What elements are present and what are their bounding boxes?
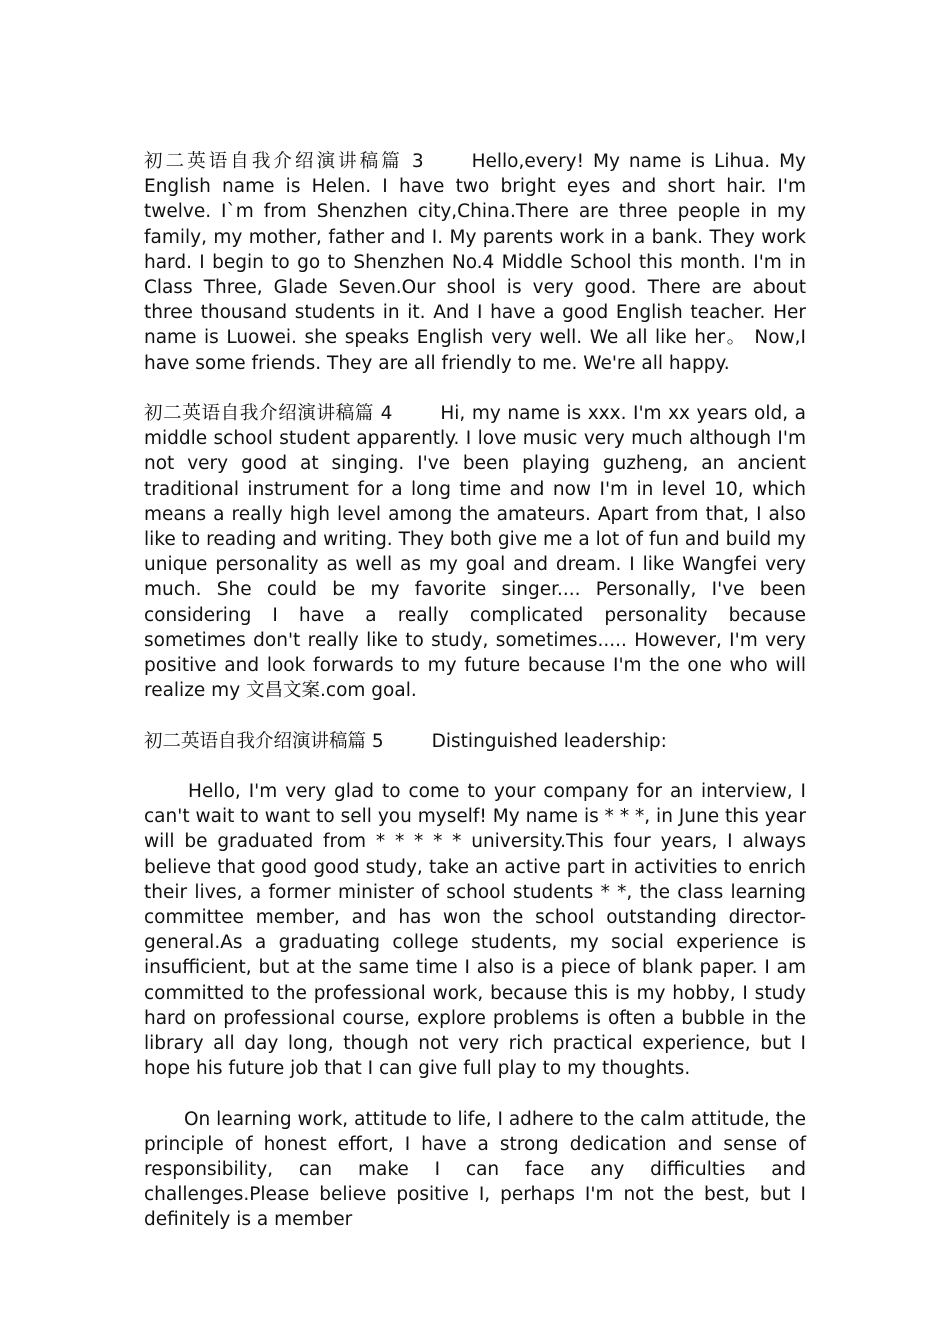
body-paragraph: On learning work, attitude to life, I adhere to the calm attitude, the principle of honest effort, I have a strong dedication and sense of responsibility, can make I can face any difficulties and challenges.Please believe positive I, perhaps I'm not the best, but I definitely is a member — [144, 1108, 806, 1231]
section-heading: 初二英语自我介绍演讲稿篇 5 — [144, 730, 384, 752]
section-5 — [144, 729, 806, 754]
section-3 — [144, 149, 806, 376]
section-body: Hello,every! My name is Lihua. My English name is Helen. I have two bright eyes and short hair. I'm twelve. I`m from Shenzhen city,China.There are three people in my family, my mother, father and I. My parents work in a bank. They work hard. I begin to go to Shenzhen No.4 Middle School this month. I'm in Class Three, Glade Seven.Our shool is very good. There are about three thousand students in it. And I have a good English teacher. Her name is Luowei. she speaks English very well. We all like her。 Now,I have some friends. They are all friendly to me. We're all happy. — [144, 151, 806, 374]
section-heading: 初二英语自我介绍演讲稿篇 3 — [144, 151, 424, 172]
section-heading: 初二英语自我介绍演讲稿篇 4 — [144, 403, 393, 425]
section-4 — [144, 401, 806, 703]
section-body: Hi, my name is xxx. I'm xx years old, a middle school student apparently. I love music very much although I'm not very good at singing. I've been playing guzheng, an ancient traditional instrument for a long time and now I'm in level 10, which means a really high level among the amateurs. Apart from that, I also like to reading and writing. They both give me a lot of fun and build my unique personality as well as my goal and dream. I like Wangfei very much. She could be my favorite singer.... Personally, I've been considering I have a really complicated personality because sometimes don't really like to study, sometimes..... However, I'm very positive and look forwards to my future because I'm the one who will realize my 文昌文案.com goal. — [144, 403, 806, 702]
body-paragraph: Hello, I'm very glad to come to your company for an interview, I can't wait to want to sell you myself! My name is * * *, in June this year will be graduated from * * * * * university.This four years, I always believe that good good study, take an active part in activities to enrich their lives, a former minister of school students * *, the class learning committee member, and has won the school outstanding director-general.As a graduating college students, my social experience is insufficient, but at the same time I also is a piece of blank paper. I am committed to the professional work, because this is my hobby, I study hard on professional course, explore problems is often a bubble in the library all day long, though not very rich practical experience, but I hope his future job that I can give full play to my thoughts. — [144, 781, 806, 1080]
document-page — [144, 149, 806, 1258]
section-body: Distinguished leadership: — [431, 730, 667, 752]
